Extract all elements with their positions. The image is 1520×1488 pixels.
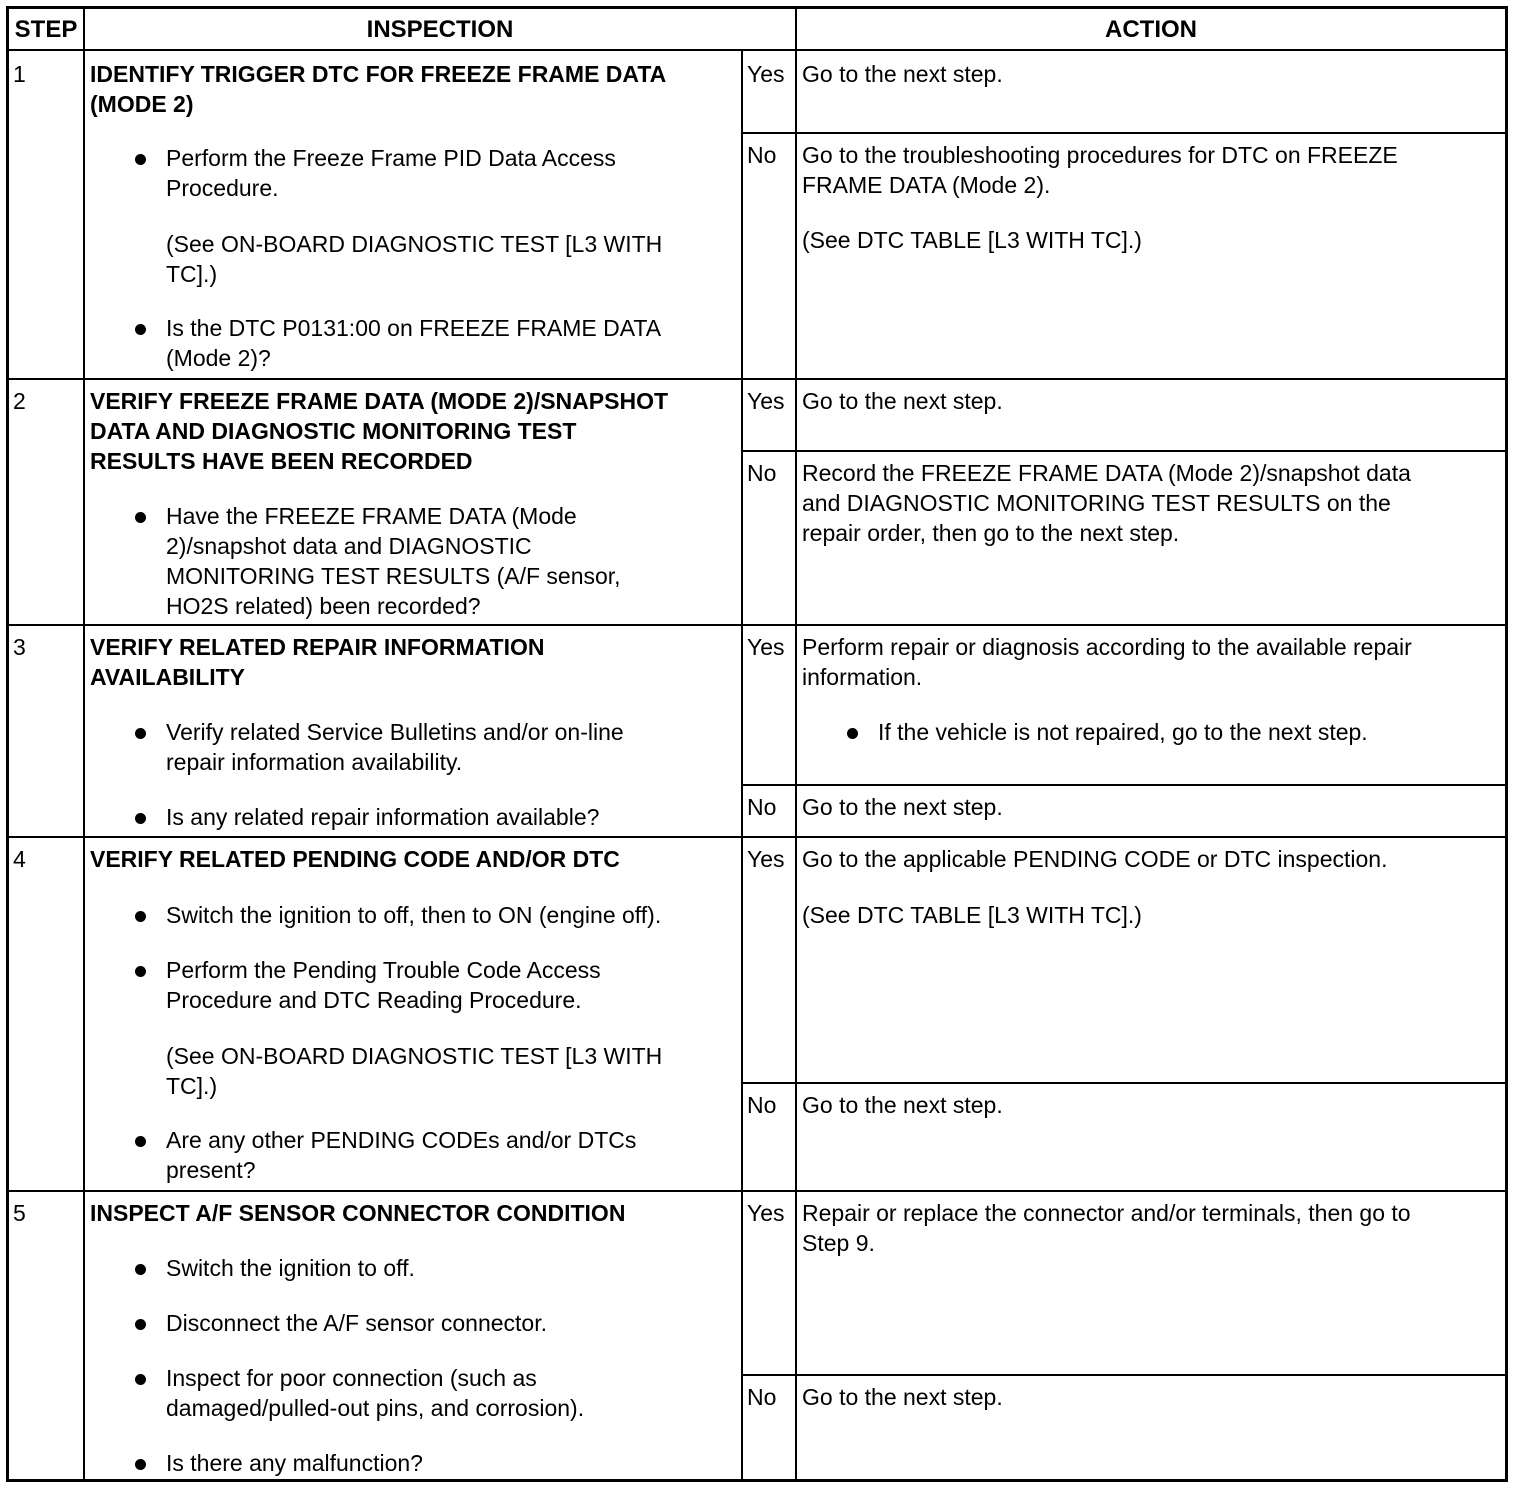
step-title: RESULTS HAVE BEEN RECORDED [90, 448, 473, 474]
bullet-icon [135, 1459, 146, 1470]
inspection-text: Is there any malfunction? [166, 1450, 423, 1476]
inspection-reference: (See ON-BOARD DIAGNOSTIC TEST [L3 WITH [166, 1043, 663, 1069]
inspection-text: HO2S related) been recorded? [166, 593, 481, 619]
no-action: Go to the next step. [802, 794, 1003, 820]
inspection-text: Procedure. [166, 175, 279, 201]
bullet-icon [135, 1264, 146, 1275]
no-label: No [747, 460, 777, 486]
bullet-icon [135, 324, 146, 335]
inspection-text: damaged/pulled-out pins, and corrosion). [166, 1395, 585, 1421]
inspection-text: Have the FREEZE FRAME DATA (Mode [166, 503, 577, 529]
yes-label: Yes [747, 1200, 785, 1226]
inspection-text: Perform the Pending Trouble Code Access [166, 957, 601, 983]
bullet-icon [135, 1319, 146, 1330]
rule-step3 [9, 836, 1505, 838]
yes-action: Go to the applicable PENDING CODE or DTC inspection. [802, 846, 1388, 872]
no-action: Go to the next step. [802, 1092, 1003, 1118]
header-step: STEP [14, 16, 78, 43]
diagnostic-procedure-table [6, 6, 1508, 1482]
rule-s4-yes-no [743, 1082, 1505, 1084]
no-action: Go to the troubleshooting procedures for DTC on FREEZE [802, 142, 1398, 168]
step-title: VERIFY RELATED PENDING CODE AND/OR DTC [90, 846, 620, 872]
rule-s3-yes-no [743, 784, 1505, 786]
step-number: 3 [13, 634, 26, 660]
inspection-text: (Mode 2)? [166, 345, 271, 371]
rule-s5-yes-no [743, 1374, 1505, 1376]
yes-action: information. [802, 664, 923, 690]
step-number: 4 [13, 846, 26, 872]
yes-action-reference: (See DTC TABLE [L3 WITH TC].) [802, 902, 1142, 928]
bullet-icon [847, 728, 858, 739]
inspection-text: Is any related repair information available? [166, 804, 600, 830]
inspection-text: Are any other PENDING CODEs and/or DTCs [166, 1127, 637, 1153]
yes-label: Yes [747, 388, 785, 414]
bullet-icon [135, 1136, 146, 1147]
inspection-text: Verify related Service Bulletins and/or on-line [166, 719, 624, 745]
inspection-text: Procedure and DTC Reading Procedure. [166, 987, 582, 1013]
rule-col-step [83, 9, 85, 1479]
step-number: 1 [13, 61, 26, 87]
inspection-text: Inspect for poor connection (such as [166, 1365, 537, 1391]
inspection-text: Perform the Freeze Frame PID Data Access [166, 145, 616, 171]
yes-action: Go to the next step. [802, 388, 1003, 414]
yes-action: Repair or replace the connector and/or terminals, then go to [802, 1200, 1411, 1226]
yes-label: Yes [747, 846, 785, 872]
yes-action: Perform repair or diagnosis according to the available repair [802, 634, 1412, 660]
no-action: Record the FREEZE FRAME DATA (Mode 2)/snapshot data [802, 460, 1411, 486]
step-title: IDENTIFY TRIGGER DTC FOR FREEZE FRAME DATA [90, 61, 667, 87]
yes-action-bullet: If the vehicle is not repaired, go to the next step. [878, 719, 1368, 745]
rule-col-action [795, 9, 797, 1479]
step-title: VERIFY FREEZE FRAME DATA (MODE 2)/SNAPSHOT [90, 388, 669, 414]
yes-action: Step 9. [802, 1230, 875, 1256]
no-action-reference: (See DTC TABLE [L3 WITH TC].) [802, 227, 1142, 253]
bullet-icon [135, 813, 146, 824]
bullet-icon [135, 728, 146, 739]
step-number: 5 [13, 1200, 26, 1226]
inspection-text: Disconnect the A/F sensor connector. [166, 1310, 547, 1336]
inspection-text: MONITORING TEST RESULTS (A/F sensor, [166, 563, 621, 589]
yes-label: Yes [747, 634, 785, 660]
header-inspection: INSPECTION [366, 16, 514, 43]
yes-label: Yes [747, 61, 785, 87]
yes-action: Go to the next step. [802, 61, 1003, 87]
no-action: Go to the next step. [802, 1384, 1003, 1410]
rule-col-yesno [741, 49, 743, 1479]
inspection-text: Is the DTC P0131:00 on FREEZE FRAME DATA [166, 315, 662, 341]
no-action: and DIAGNOSTIC MONITORING TEST RESULTS on the [802, 490, 1391, 516]
no-label: No [747, 794, 777, 820]
inspection-reference: (See ON-BOARD DIAGNOSTIC TEST [L3 WITH [166, 231, 663, 257]
rule-header [9, 49, 1505, 51]
step-title: DATA AND DIAGNOSTIC MONITORING TEST [90, 418, 577, 444]
step-title: INSPECT A/F SENSOR CONNECTOR CONDITION [90, 1200, 626, 1226]
inspection-text: repair information availability. [166, 749, 463, 775]
bullet-icon [135, 512, 146, 523]
inspection-reference: TC].) [166, 1073, 218, 1099]
rule-step4 [9, 1190, 1505, 1192]
rule-step1 [9, 378, 1505, 380]
step-title: VERIFY RELATED REPAIR INFORMATION [90, 634, 545, 660]
header-action: ACTION [1105, 16, 1197, 43]
no-label: No [747, 1384, 777, 1410]
no-action: FRAME DATA (Mode 2). [802, 172, 1051, 198]
inspection-reference: TC].) [166, 261, 218, 287]
rule-s1-yes-no [743, 132, 1505, 134]
no-label: No [747, 1092, 777, 1118]
bullet-icon [135, 911, 146, 922]
step-title: AVAILABILITY [90, 664, 246, 690]
step-title: (MODE 2) [90, 91, 194, 117]
rule-s2-yes-no [743, 450, 1505, 452]
step-number: 2 [13, 388, 26, 414]
inspection-text: 2)/snapshot data and DIAGNOSTIC [166, 533, 532, 559]
no-action: repair order, then go to the next step. [802, 520, 1180, 546]
inspection-text: Switch the ignition to off. [166, 1255, 415, 1281]
bullet-icon [135, 966, 146, 977]
bullet-icon [135, 154, 146, 165]
inspection-text: present? [166, 1157, 256, 1183]
bullet-icon [135, 1374, 146, 1385]
rule-step2 [9, 624, 1505, 626]
inspection-text: Switch the ignition to off, then to ON (engine off). [166, 902, 662, 928]
no-label: No [747, 142, 777, 168]
